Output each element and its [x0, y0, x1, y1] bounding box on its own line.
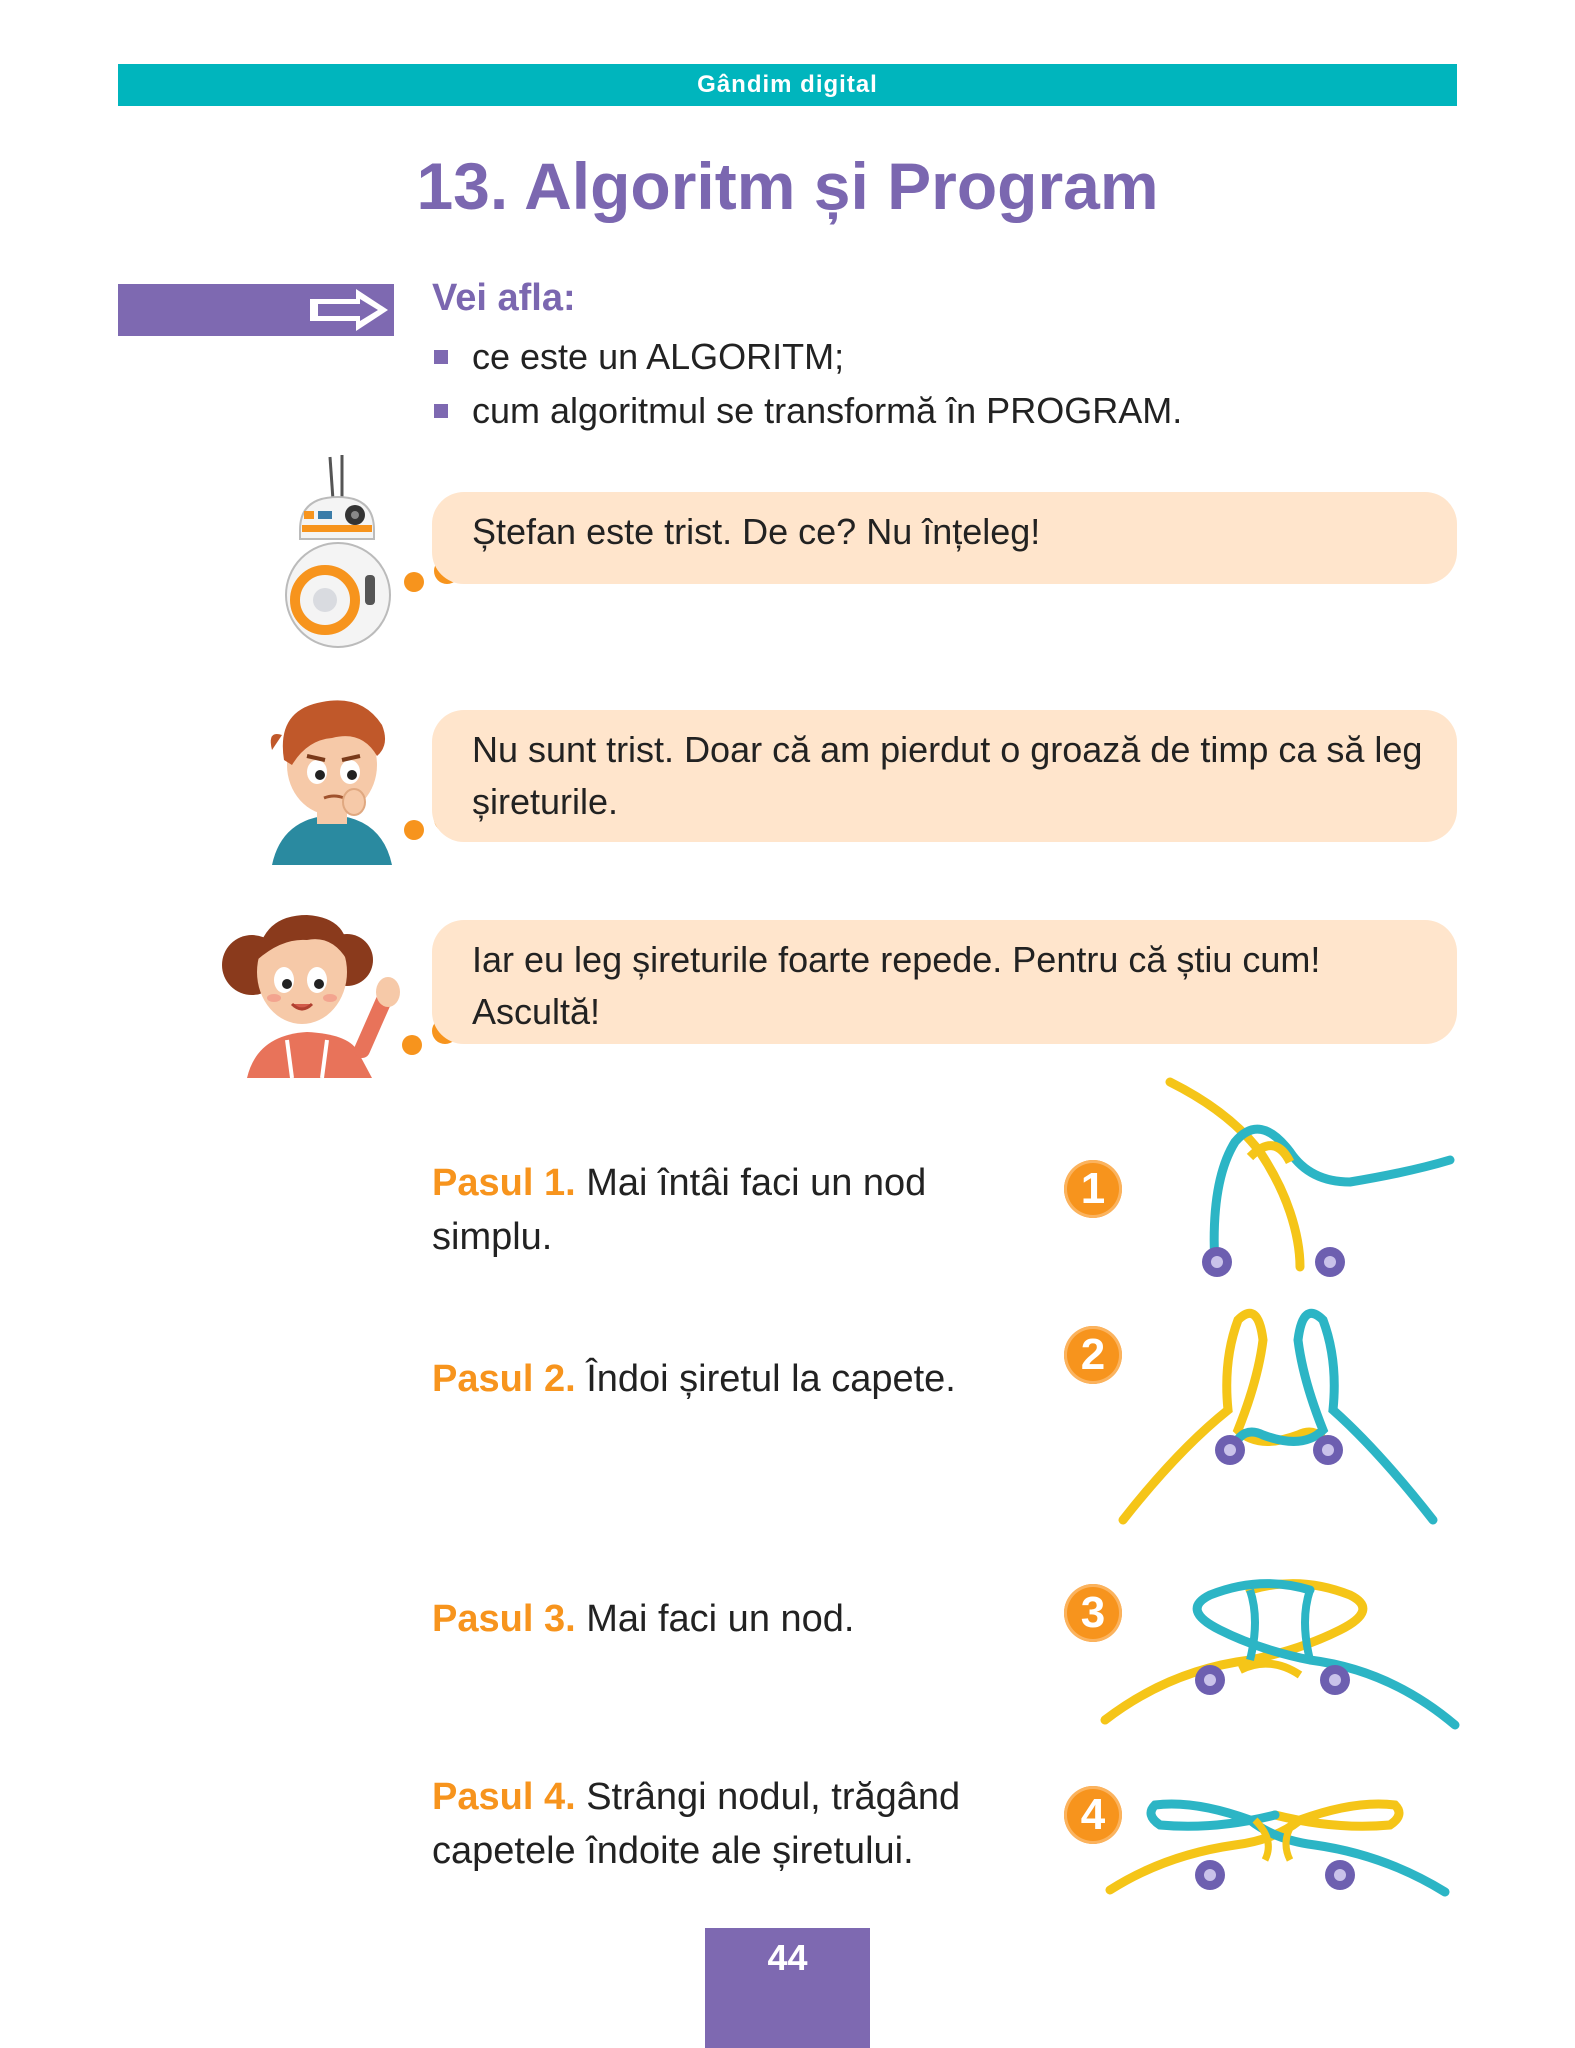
speech-dot [402, 1035, 422, 1055]
section-label: Gândim digital [697, 71, 878, 98]
step-1-text [432, 1156, 992, 1264]
square-bullet-icon [434, 350, 448, 364]
speech-bubble-robot [432, 492, 1457, 584]
step-1-lace-illustration [1150, 1072, 1460, 1292]
robot-avatar [270, 455, 400, 650]
speech-bubble-boy [432, 710, 1457, 842]
page-number: 44 [705, 1928, 870, 2048]
step-3-number-badge: 3 [1064, 1584, 1122, 1642]
step-2-number-badge: 2 [1064, 1326, 1122, 1384]
step-description: Îndoi șiretul la capete. [586, 1358, 956, 1400]
list-item: cum algoritmul se transformă în PROGRAM. [432, 384, 1182, 438]
step-label: Pasul 4. [432, 1776, 576, 1818]
speech-text: Ștefan este trist. De ce? Nu înțeleg! [472, 511, 1041, 552]
right-arrow-icon [300, 287, 392, 333]
step-4-text [432, 1770, 992, 1878]
step-3-text [432, 1592, 992, 1646]
step-1-number-badge: 1 [1064, 1160, 1122, 1218]
step-3-lace-illustration [1100, 1550, 1460, 1730]
girl-avatar [212, 900, 407, 1078]
objectives-title: Vei afla: [432, 277, 576, 319]
square-bullet-icon [434, 404, 448, 418]
step-2-lace-illustration [1118, 1300, 1438, 1530]
page-title: 13. Algoritm și Program [416, 149, 1159, 223]
step-description: Mai faci un nod. [586, 1598, 855, 1640]
boy-avatar [262, 690, 402, 865]
section-header-bar [118, 64, 1457, 106]
objectives-list [432, 330, 1182, 438]
step-label: Pasul 1. [432, 1162, 576, 1204]
speech-text: Nu sunt trist. Doar că am pierdut o groază de timp ca să leg șireturile. [472, 729, 1423, 822]
objectives-arrow-band [118, 284, 394, 336]
step-2-text [432, 1352, 992, 1406]
speech-dot [404, 820, 424, 840]
speech-dot [404, 572, 424, 592]
list-item: ce este un ALGORITM; [432, 330, 1182, 384]
step-label: Pasul 2. [432, 1358, 576, 1400]
step-description: Strângi nodul, trăgând capetele îndoite ale șiretului. [432, 1776, 961, 1872]
step-description: Mai întâi faci un nod simplu. [432, 1162, 927, 1258]
speech-text: Iar eu leg șireturile foarte repede. Pentru că știu cum! Ascultă! [472, 939, 1321, 1032]
step-label: Pasul 3. [432, 1598, 576, 1640]
step-4-lace-illustration [1105, 1760, 1450, 1900]
speech-bubble-girl [432, 920, 1457, 1044]
step-4-number-badge: 4 [1064, 1786, 1122, 1844]
